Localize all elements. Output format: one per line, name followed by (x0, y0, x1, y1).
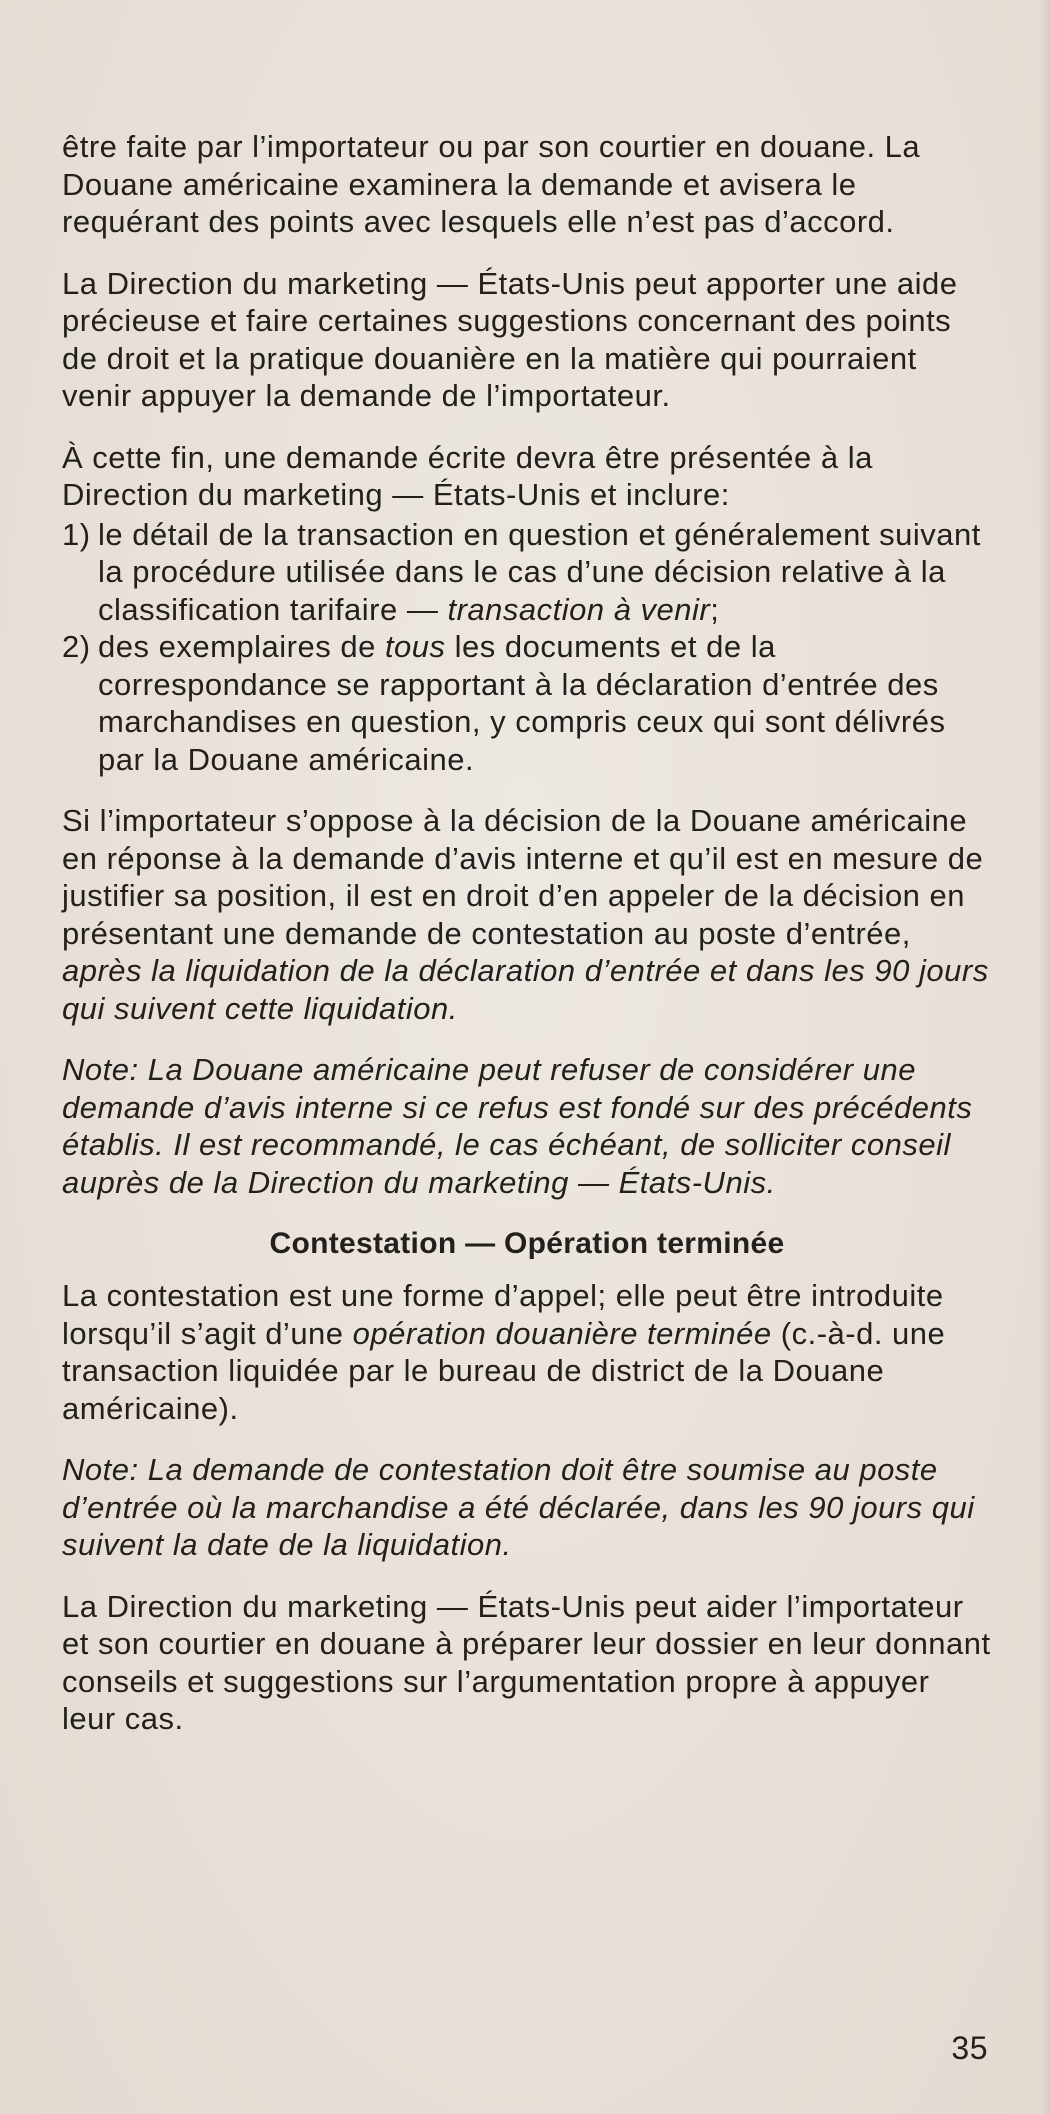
protest-emphasis: opération douanière terminée (352, 1315, 772, 1351)
appeal-deadline: après la liquidation de la déclaration d’entrée et dans les 90 jours qui suivent cette liquidation. (62, 953, 989, 1026)
paragraph-marketing-help: La Direction du marketing — États-Unis peut aider l’importateur et son courtier en douane à préparer leur dossier en leur donnant conseils et suggestions sur l’argumentation propre à appuyer leur cas. (62, 1588, 991, 1736)
page-number: 35 (951, 2030, 988, 2066)
body-text (62, 128, 992, 1762)
protest-text: La contestation est une forme d’appel; elle peut être introduite lorsqu’il s’agit d’une (62, 1278, 944, 1351)
list-item-emphasis: transaction à venir (447, 591, 711, 627)
appeal-text: Si l’importateur s’oppose à la décision de la Douane américaine en réponse à la demande d’avis interne et qu’il est en mesure de justifier sa position, il est en droit d’en appeler de la décision en présentant une demande de contestation au poste d’entrée, (62, 803, 984, 951)
paragraph-marketing-support: La Direction du marketing — États-Unis peut apporter une aide précieuse et faire certaines suggestions concernant des points de droit et la pratique douanière en la matière qui pourraient venir appuyer la demande de l’importateur. (62, 265, 958, 413)
note-protest-deadline: Note: La demande de contestation doit être soumise au poste d’entrée où la marchandise a été déclarée, dans les 90 jours qui suivent la date de la liquidation. (62, 1452, 975, 1562)
list-item-text-continued: les documents et de la correspondance se rapportant à la déclaration d’entrée des marchandises en question, y compris ceux qui sont délivrés par la Douane américaine. (98, 629, 946, 777)
paragraph-appeal (62, 802, 992, 1027)
list-item-text: le détail de la transaction en question et généralement suivant la procédure utilisée dans le cas d’une décision relative à la classification tarifaire — (98, 516, 981, 627)
paragraph-request-continuation: être faite par l’importateur ou par son courtier en douane. La Douane américaine examinera la demande et avisera le requérant des points avec lesquels elle n’est pas d’accord. (62, 129, 921, 239)
page-edge-shadow (1040, 0, 1050, 2114)
list-item-number: 1) (62, 516, 91, 552)
protest-text-continued: (c.-à-d. une transaction liquidée par le bureau de district de la Douane américaine). (62, 1315, 946, 1426)
list-item-number: 2) (62, 629, 91, 664)
list-item-punctuation: ; (710, 591, 720, 627)
paragraph-protest-definition (62, 1277, 992, 1427)
paragraph-written-request: À cette fin, une demande écrite devra être présentée à la Direction du marketing — États-Unis et inclure: (62, 439, 873, 512)
note-internal-advice: Note: La Douane américaine peut refuser de considérer une demande d’avis interne si ce refus est fondé sur des précédents établis. Il est recommandé, le cas échéant, de solliciter conseil auprès de la Direction du marketing — États-Unis. (62, 1052, 973, 1200)
requirements-list (62, 516, 992, 779)
list-item-text: des exemplaires de (98, 629, 385, 664)
section-heading: Contestation — Opération terminée (269, 1227, 785, 1260)
list-item (62, 516, 992, 629)
list-item-emphasis: tous (384, 629, 446, 664)
list-item (62, 628, 992, 778)
